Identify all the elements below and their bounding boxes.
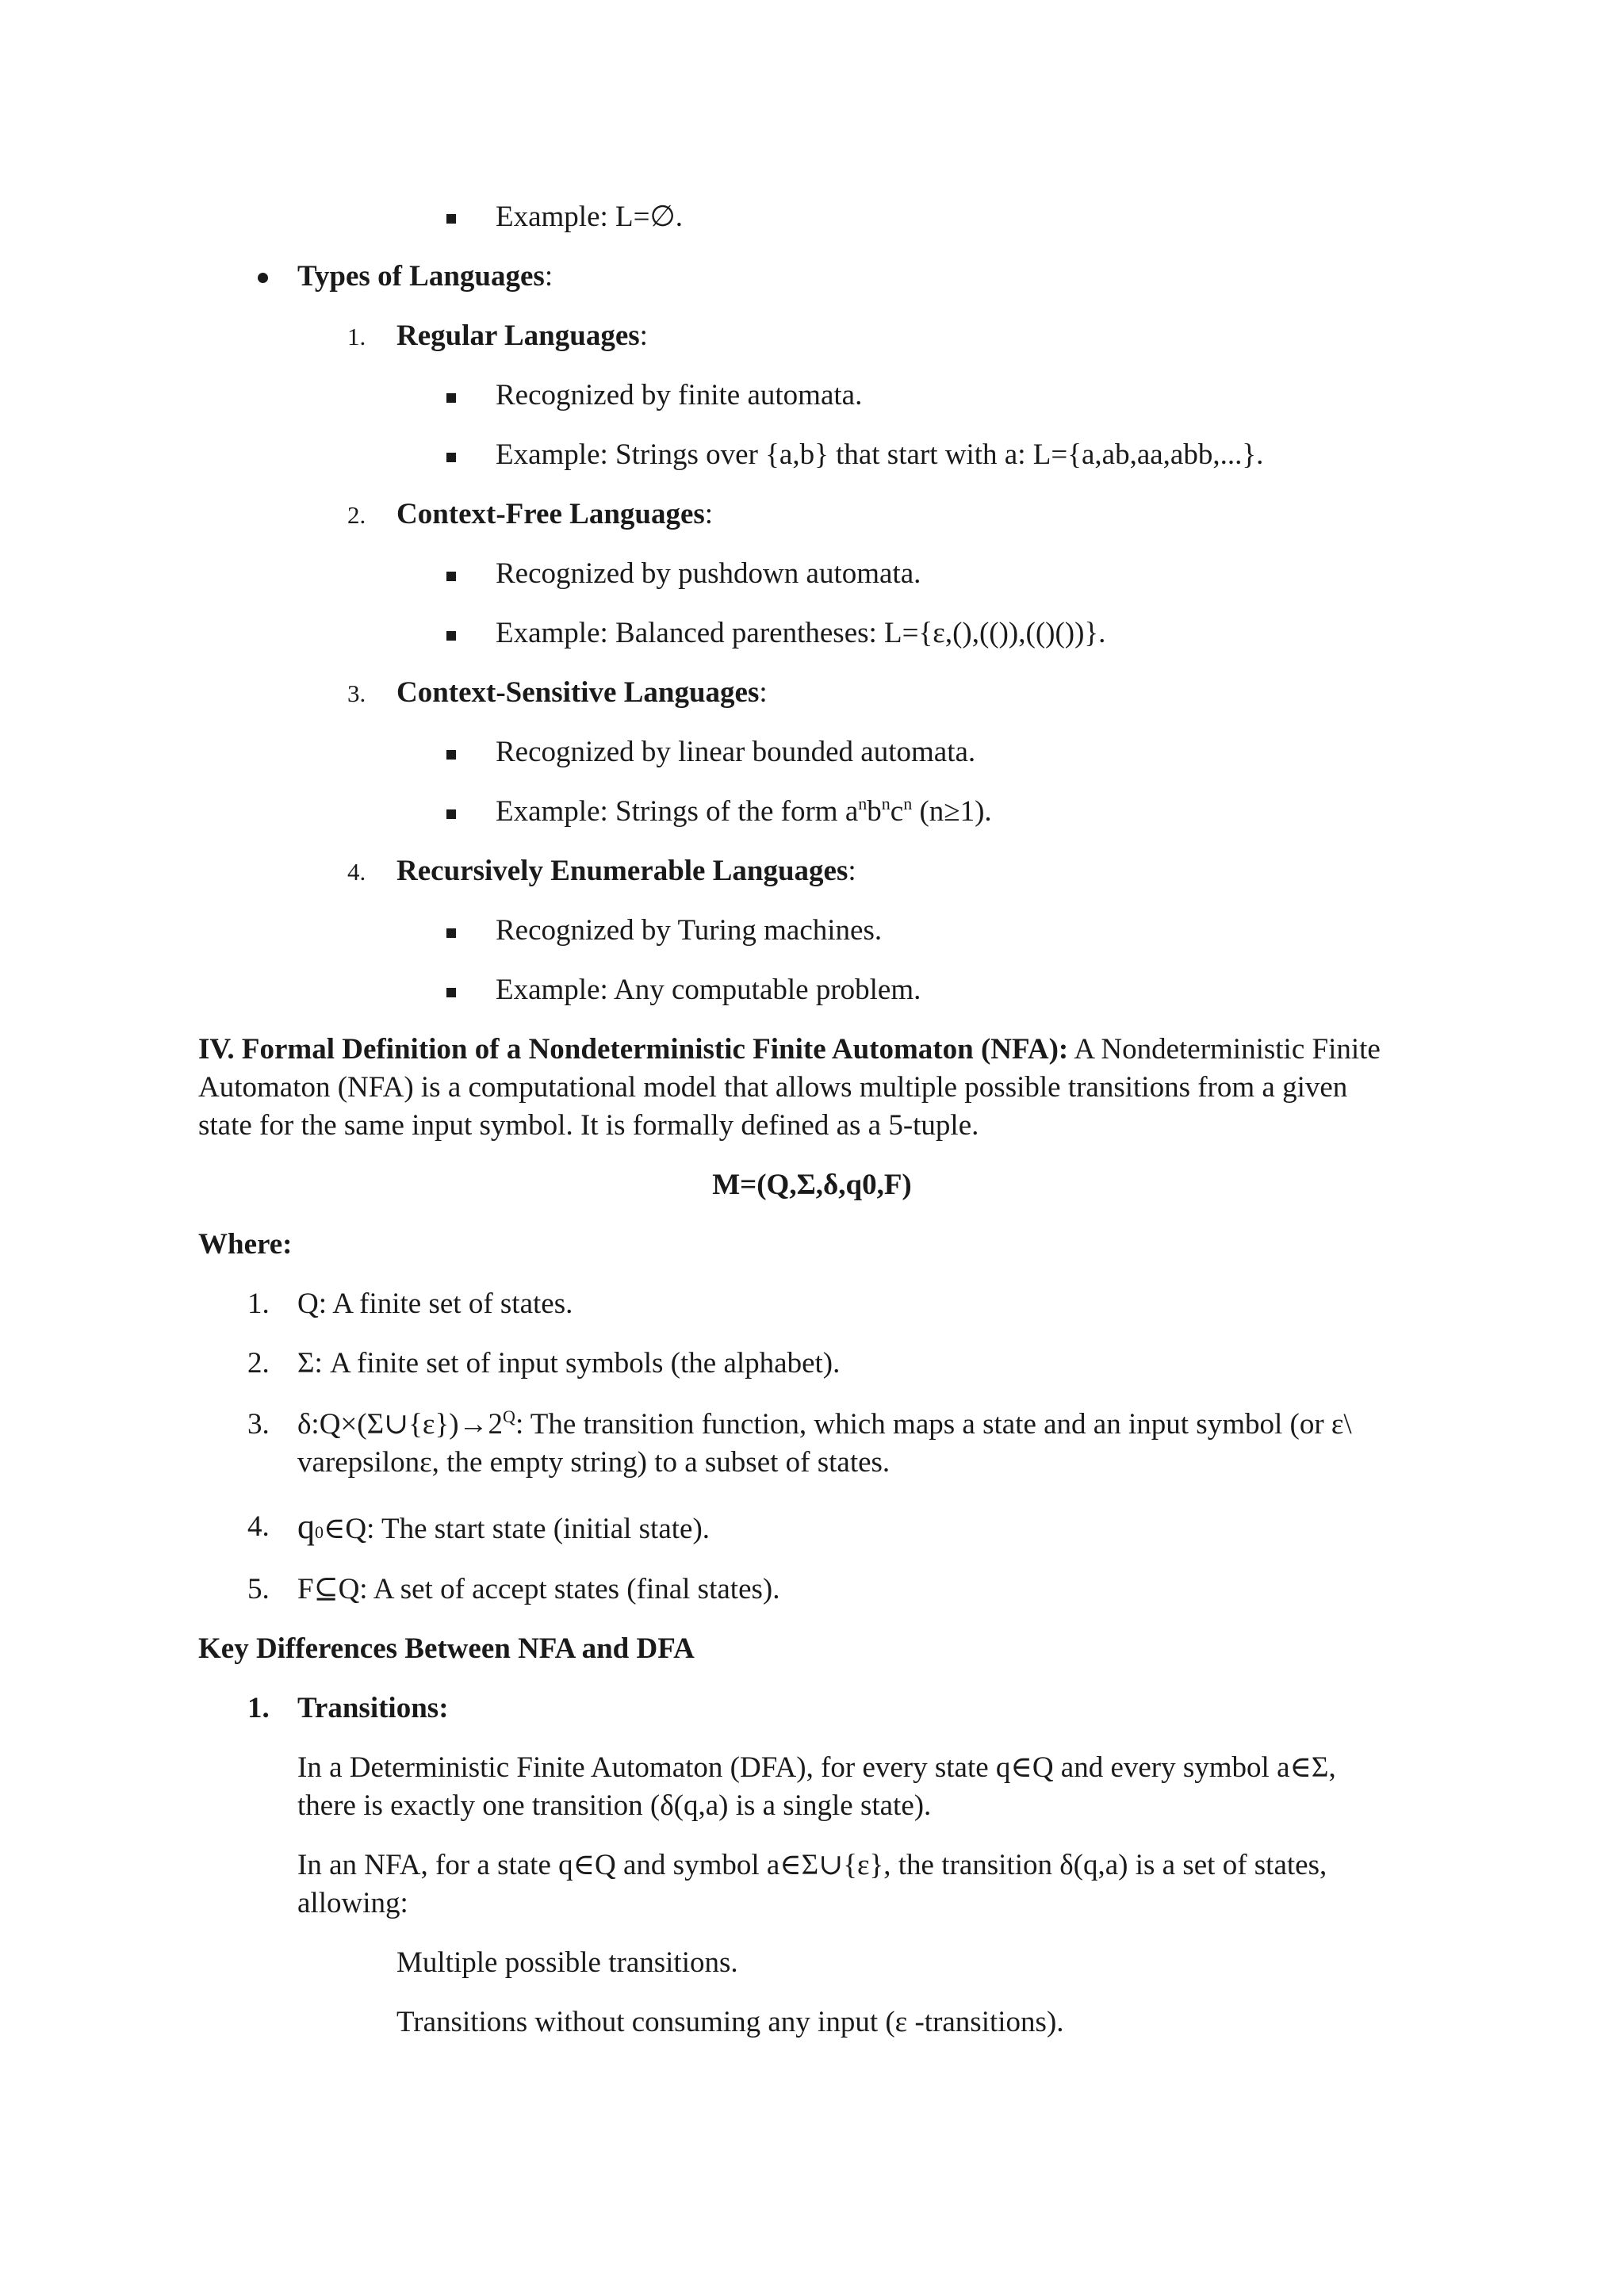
bullet-dot-icon	[258, 273, 268, 283]
list-number: 4.	[247, 1510, 270, 1543]
nfa-paragraph-line-1: In an NFA, for a state q∈Q and symbol a∈Σ∪{ε}, the transition δ(q,a) is a set of states,	[297, 1849, 1327, 1881]
list-number: 3.	[247, 1408, 270, 1441]
bullet-square-icon	[446, 572, 456, 581]
regular-languages-title: Regular Languages:	[396, 320, 648, 352]
list-number: 2.	[347, 501, 366, 529]
rel-bullet-2: Example: Any computable problem.	[496, 974, 921, 1006]
list-number: 2.	[247, 1347, 270, 1380]
definition-delta-line-2: varepsilonε, the empty string) to a subset of states.	[297, 1446, 891, 1479]
list-number: 1.	[247, 1288, 270, 1320]
rel-bullet-1: Recognized by Turing machines.	[496, 914, 883, 947]
bullet-square-icon	[446, 631, 456, 641]
csl-title: Context-Sensitive Languages:	[396, 676, 768, 709]
types-of-languages-heading: Types of Languages:	[297, 260, 553, 293]
nfa-property-2: Transitions without consuming any input (ε -transitions).	[396, 2006, 1064, 2038]
list-number: 1.	[347, 323, 366, 350]
bullet-square-icon	[446, 214, 456, 224]
bullet-square-icon	[446, 928, 456, 938]
example-empty-language: Example: L=∅.	[496, 201, 683, 233]
list-number: 4.	[347, 858, 366, 886]
regular-bullet-1: Recognized by finite automata.	[496, 379, 863, 411]
list-number: 3.	[347, 679, 366, 707]
bullet-square-icon	[446, 393, 456, 403]
definition-start-state: q0∈Q: The start state (initial state).	[297, 1507, 710, 1546]
list-number: 1.	[247, 1692, 270, 1724]
dfa-paragraph-line-2: there is exactly one transition (δ(q,a) is a single state).	[297, 1789, 932, 1822]
bullet-square-icon	[446, 988, 456, 997]
cfl-bullet-2: Example: Balanced parentheses: L={ε,(),(()),(()())}.	[496, 617, 1106, 649]
rel-title: Recursively Enumerable Languages:	[396, 855, 856, 887]
section-iv-paragraph-line-2: Automaton (NFA) is a computational model that allows multiple possible transitions from a given	[198, 1071, 1348, 1104]
nfa-property-1: Multiple possible transitions.	[396, 1946, 738, 1979]
definition-accept-states: F⊆Q: A set of accept states (final states).	[297, 1573, 780, 1605]
section-iv-paragraph-line-1: IV. Formal Definition of a Nondeterministic Finite Automaton (NFA): A Nondeterministic Finite	[198, 1033, 1381, 1066]
definition-sigma: Σ: A finite set of input symbols (the alphabet).	[297, 1347, 841, 1380]
dfa-paragraph-line-1: In a Deterministic Finite Automaton (DFA), for every state q∈Q and every symbol a∈Σ,	[297, 1751, 1336, 1784]
tuple-formula: M=(Q,Σ,δ,q0,F)	[712, 1169, 912, 1201]
transitions-title: Transitions:	[297, 1692, 449, 1724]
bullet-square-icon	[446, 809, 456, 819]
where-label: Where:	[198, 1228, 293, 1261]
cfl-title: Context-Free Languages:	[396, 498, 714, 530]
csl-bullet-1: Recognized by linear bounded automata.	[496, 736, 976, 768]
nfa-paragraph-line-2: allowing:	[297, 1887, 408, 1919]
key-differences-heading: Key Differences Between NFA and DFA	[198, 1632, 695, 1665]
section-iv-paragraph-line-3: state for the same input symbol. It is formally defined as a 5-tuple.	[198, 1109, 979, 1142]
definition-q: Q: A finite set of states.	[297, 1288, 573, 1320]
bullet-square-icon	[446, 453, 456, 462]
bullet-square-icon	[446, 750, 456, 760]
csl-bullet-2: Example: Strings of the form $a^nb^nc^n$ (n≥1).	[496, 794, 992, 828]
definition-delta-line-1: $\delta:Q\times(\Sigma\cup\{\varepsilon\})\to 2^Q$: The transition function, which maps a state and an input symbol (or ε\	[297, 1406, 1352, 1441]
list-number: 5.	[247, 1573, 270, 1605]
cfl-bullet-1: Recognized by pushdown automata.	[496, 557, 921, 590]
regular-bullet-2: Example: Strings over {a,b} that start with a: L={a,ab,aa,abb,...}.	[496, 438, 1264, 471]
